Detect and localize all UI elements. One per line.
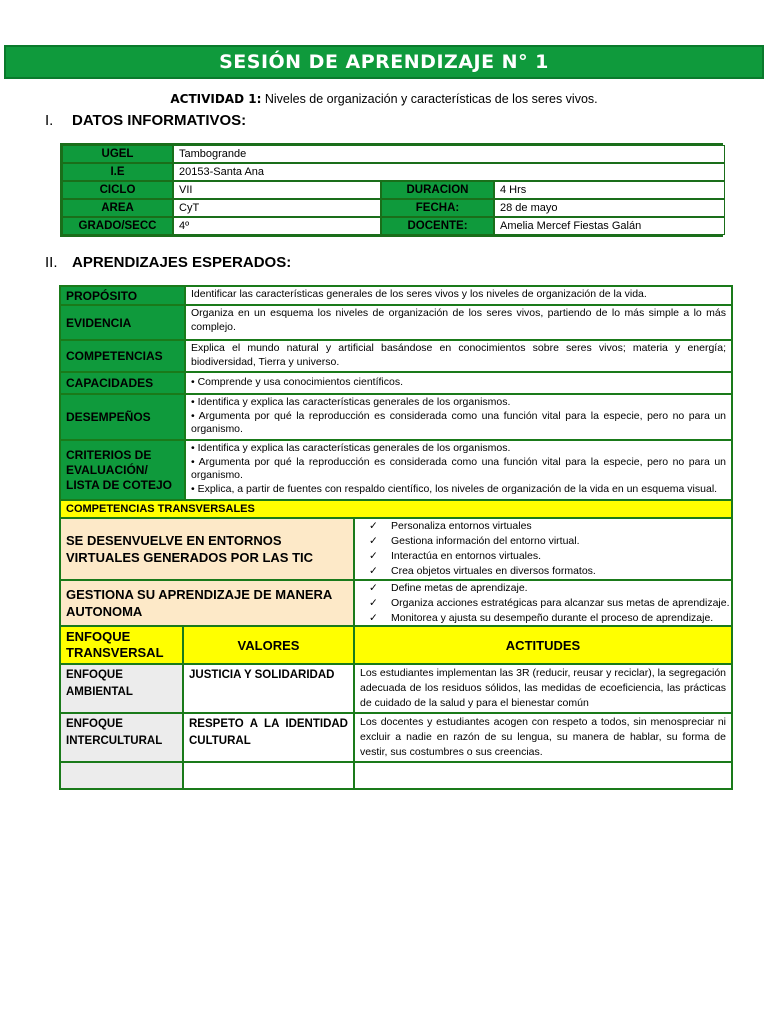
section-number: I. <box>45 112 54 129</box>
proposito-value: Identificar las características generales de los seres vivos y los niveles de organización de la vida. <box>191 288 647 300</box>
competencias-transversales-header: COMPETENCIAS TRANSVERSALES <box>61 501 731 519</box>
list-item: ✓ Monitorea y ajusta su desempeño durante el proceso de aprendizaje. <box>369 612 714 624</box>
list-item: ✓ Define metas de aprendizaje. <box>369 582 528 594</box>
enfoque-ambiental-row <box>61 665 731 714</box>
check-icon: ✓ <box>369 612 378 624</box>
list-item: ✓ Gestiona información del entorno virtual. <box>369 535 580 547</box>
list-item: ✓ Crea objetos virtuales en diversos formatos. <box>369 565 596 577</box>
capacidades-label: CAPACIDADES <box>61 373 186 393</box>
fecha-label: FECHA: <box>381 199 494 217</box>
criterios-value <box>186 441 731 499</box>
valores-header: VALORES <box>184 627 355 663</box>
check-icon: ✓ <box>369 582 378 594</box>
ugel-label: UGEL <box>62 145 173 163</box>
docente-value: Amelia Mercef Fiestas Galán <box>494 217 725 235</box>
desempenos-row <box>61 395 731 441</box>
empty-cell <box>184 763 355 788</box>
competencias-row <box>61 341 731 373</box>
activity-text: Niveles de organización y características de los seres vivos. <box>261 92 598 106</box>
enfoque-ambiental-label: ENFOQUE AMBIENTAL <box>61 665 184 712</box>
ciclo-value: VII <box>173 181 381 199</box>
check-icon: ✓ <box>369 550 378 562</box>
list-item: ✓ Organiza acciones estratégicas para alcanzar sus metas de aprendizaje. <box>369 597 730 609</box>
activity-label: ACTIVIDAD 1: <box>170 92 262 106</box>
fecha-value: 28 de mayo <box>494 199 725 217</box>
activity-line <box>0 92 768 106</box>
grado-value: 4º <box>173 217 381 235</box>
criterio-item: • Explica, a partir de fuentes con respaldo científico, los niveles de organización de la vida en un esquema visual. <box>191 482 718 495</box>
desempenos-label: DESEMPEÑOS <box>61 395 186 439</box>
criterios-label: CRITERIOS DE EVALUACIÓN/ LISTA DE COTEJO <box>61 441 186 499</box>
criterio-item: • Argumenta por qué la reproducción es considerada como una función vital para la especie, pero no para un organismo. <box>191 455 726 481</box>
duracion-value: 4 Hrs <box>494 181 725 199</box>
ugel-value: Tambogrande <box>173 145 725 163</box>
empty-cell <box>61 763 184 788</box>
docente-label: DOCENTE: <box>381 217 494 235</box>
ie-label: I.E <box>62 163 173 181</box>
duracion-label: DURACION <box>381 181 494 199</box>
autonoma-row <box>61 581 731 627</box>
enfoque-intercultural-row <box>61 714 731 763</box>
section-datos-title <box>45 112 246 129</box>
check-icon: ✓ <box>369 597 378 609</box>
valor-ambiental: JUSTICIA Y SOLIDARIDAD <box>184 665 355 712</box>
aprendizajes-table <box>59 285 733 790</box>
ie-value: 20153-Santa Ana <box>173 163 725 181</box>
section-number: II. <box>45 254 58 271</box>
tic-list <box>355 519 731 579</box>
check-icon: ✓ <box>369 565 378 577</box>
tic-row <box>61 519 731 581</box>
valor-intercultural: RESPETO A LA IDENTIDAD CULTURAL <box>184 714 355 761</box>
grado-label: GRADO/SECC <box>62 217 173 235</box>
evidencia-label: EVIDENCIA <box>61 306 186 339</box>
enfoque-intercultural-label: ENFOQUE INTERCULTURAL <box>61 714 184 761</box>
enfoques-header-row <box>61 627 731 665</box>
criterios-row <box>61 441 731 501</box>
check-icon: ✓ <box>369 520 378 532</box>
list-item: ✓ Interactúa en entornos virtuales. <box>369 550 542 562</box>
proposito-label: PROPÓSITO <box>61 287 186 304</box>
proposito-row <box>61 287 731 306</box>
desempeno-item: • Identifica y explica las características generales de los organismos. <box>191 396 511 408</box>
check-icon: ✓ <box>369 535 378 547</box>
area-value: CyT <box>173 199 381 217</box>
autonoma-label: GESTIONA SU APRENDIZAJE DE MANERA AUTONOMA <box>61 581 355 625</box>
actitud-intercultural: Los docentes y estudiantes acogen con respeto a todos, sin menospreciar ni excluir a nadie en razón de su lengua, su manera de hablar, su forma de vestir, sus costumbres o sus creencias. <box>360 716 726 758</box>
empty-cell <box>355 763 731 788</box>
list-item: ✓ Personaliza entornos virtuales <box>369 520 532 532</box>
section-heading: DATOS INFORMATIVOS: <box>72 112 247 129</box>
session-title-banner <box>4 45 764 79</box>
actitud-ambiental: Los estudiantes implementan las 3R (reducir, reusar y reciclar), la segregación adecuada de los residuos sólidos, las medidas de ecoeficiencia, las prácticas de cuidado de la salud y para el bienestar común <box>360 667 726 709</box>
competencias-label: COMPETENCIAS <box>61 341 186 371</box>
empty-row <box>61 763 731 788</box>
evidencia-value: Organiza en un esquema los niveles de organización de los seres vivos, partiendo de lo más simple a lo más complejo. <box>191 307 726 333</box>
criterio-item: • Identifica y explica las características generales de los organismos. <box>191 442 511 454</box>
capacidades-row <box>61 373 731 395</box>
desempeno-item: • Argumenta por qué la reproducción es considerada como una función vital para la especie, pero no para un organismo. <box>191 409 726 435</box>
section-aprendizajes-title <box>45 254 291 271</box>
tic-label: SE DESENVUELVE EN ENTORNOS VIRTUALES GENERADOS POR LAS TIC <box>61 519 355 579</box>
competencias-value: Explica el mundo natural y artificial basándose en conocimientos sobre seres vivos; materia y energía; biodiversidad, Tierra y universo. <box>191 342 726 368</box>
enfoque-transversal-header: ENFOQUE TRANSVERSAL <box>61 627 184 663</box>
area-label: AREA <box>62 199 173 217</box>
desempenos-value <box>186 395 731 439</box>
actitudes-header: ACTITUDES <box>355 627 731 663</box>
ciclo-label: CICLO <box>62 181 173 199</box>
session-title: SESIÓN DE APRENDIZAJE N° 1 <box>219 51 549 73</box>
datos-informativos-table <box>60 143 723 237</box>
capacidades-value: • Comprende y usa conocimientos científicos. <box>191 376 404 389</box>
evidencia-row <box>61 306 731 341</box>
section-heading: APRENDIZAJES ESPERADOS: <box>72 254 292 271</box>
autonoma-list <box>355 581 731 625</box>
